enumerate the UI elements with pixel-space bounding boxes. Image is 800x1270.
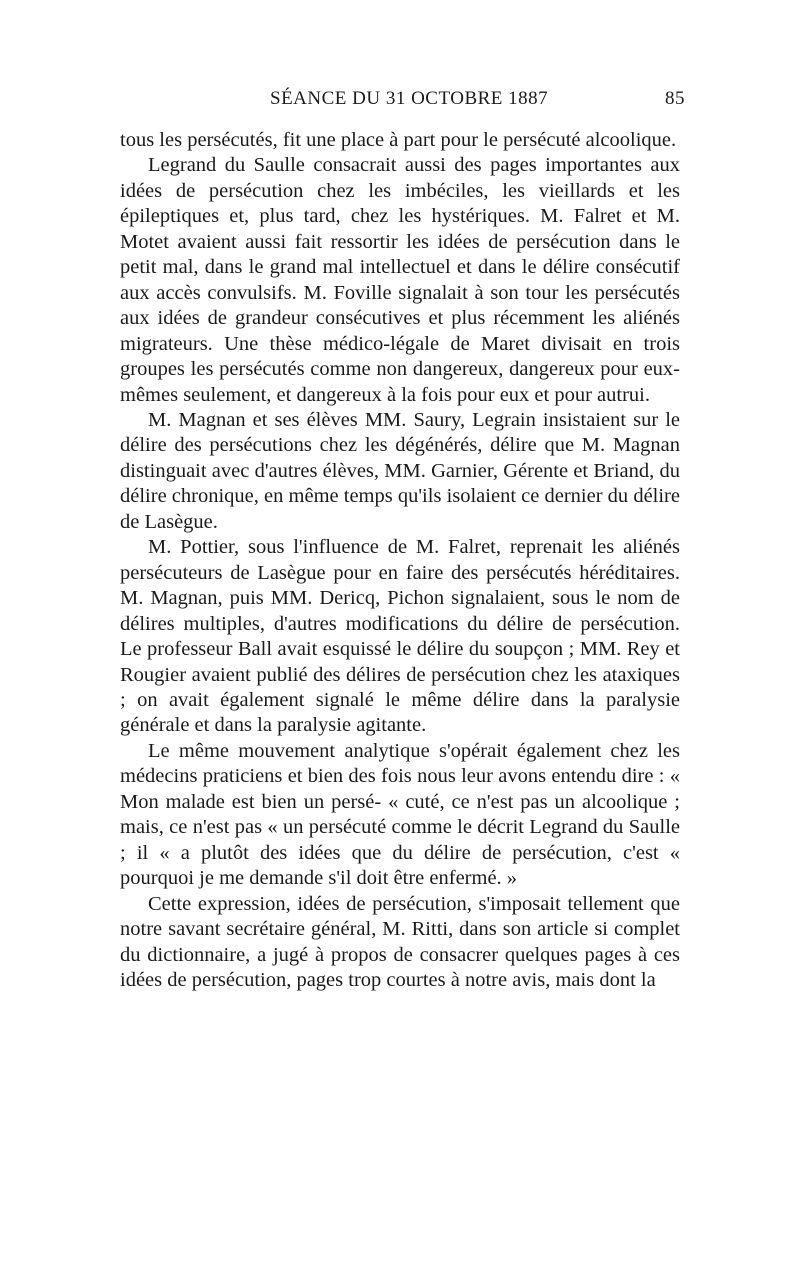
paragraph: M. Pottier, sous l'influence de M. Falret, reprenait les aliénés persécuteurs de Lasègue pour en faire des persécutés héréditaires. M. Magnan, puis MM. Dericq, Pichon signalaient, sous le nom de délires multiples, d'autres modifications du délire de persécution. Le professeur Ball avait esquissé le délire du soupçon ; MM. Rey et Rougier avaient publié des délires de persécution chez les ataxiques ; on avait également signalé le même délire dans la paralysie générale et dans la paralysie agitante. xyxy=(120,536,680,737)
paragraph: Legrand du Saulle consacrait aussi des pages importantes aux idées de persécution chez les imbéciles, les vieillards et les épileptiques et, plus tard, chez les hystériques. M. Falret et M. Motet avaient aussi fait ressortir les idées de persécution dans le petit mal, dans le grand mal intellectuel et dans le délire consécutif aux accès convulsifs. M. Foville signalait à son tour les persécutés aux idées de grandeur consécutives et plus récemment les aliénés migrateurs. Une thèse médico-légale de Maret divisait en trois groupes les persécutés comme non dangereux, dangereux pour eux-mêmes seulement, et dangereux à la fois pour eux et pour autrui. xyxy=(120,154,680,406)
body-text xyxy=(120,128,680,993)
page-number: 85 xyxy=(665,88,685,109)
paragraph: M. Magnan et ses élèves MM. Saury, Legrain insistaient sur le délire des persécutions chez les dégénérés, délire que M. Magnan distinguait avec d'autres élèves, MM. Garnier, Gérente et Briand, du délire chronique, en même temps qu'ils isolaient ce dernier du délire de Lasègue. xyxy=(120,408,680,533)
paragraph: tous les persécutés, fit une place à part pour le persécuté alcoolique. xyxy=(120,129,677,151)
running-head xyxy=(120,88,685,116)
paragraph: Le même mouvement analytique s'opérait également chez les médecins praticiens et bien des fois nous leur avons entendu dire : « Mon malade est bien un persé- « cuté, ce n'est pas un alcoolique ; mais, ce n'est pas « un persécuté comme le décrit Legrand du Saulle ; il « a plutôt des idées que du délire de persécution, c'est « pourquoi je me demande s'il doit être enfermé. » xyxy=(120,739,680,890)
running-title: SÉANCE DU 31 OCTOBRE 1887 xyxy=(270,88,549,109)
paragraph: Cette expression, idées de persécution, s'imposait tellement que notre savant secrétaire général, M. Ritti, dans son article si complet du dictionnaire, a jugé à propos de consacrer quelques pages à ces idées de persécution, pages trop courtes à notre avis, mais dont la xyxy=(120,892,680,991)
